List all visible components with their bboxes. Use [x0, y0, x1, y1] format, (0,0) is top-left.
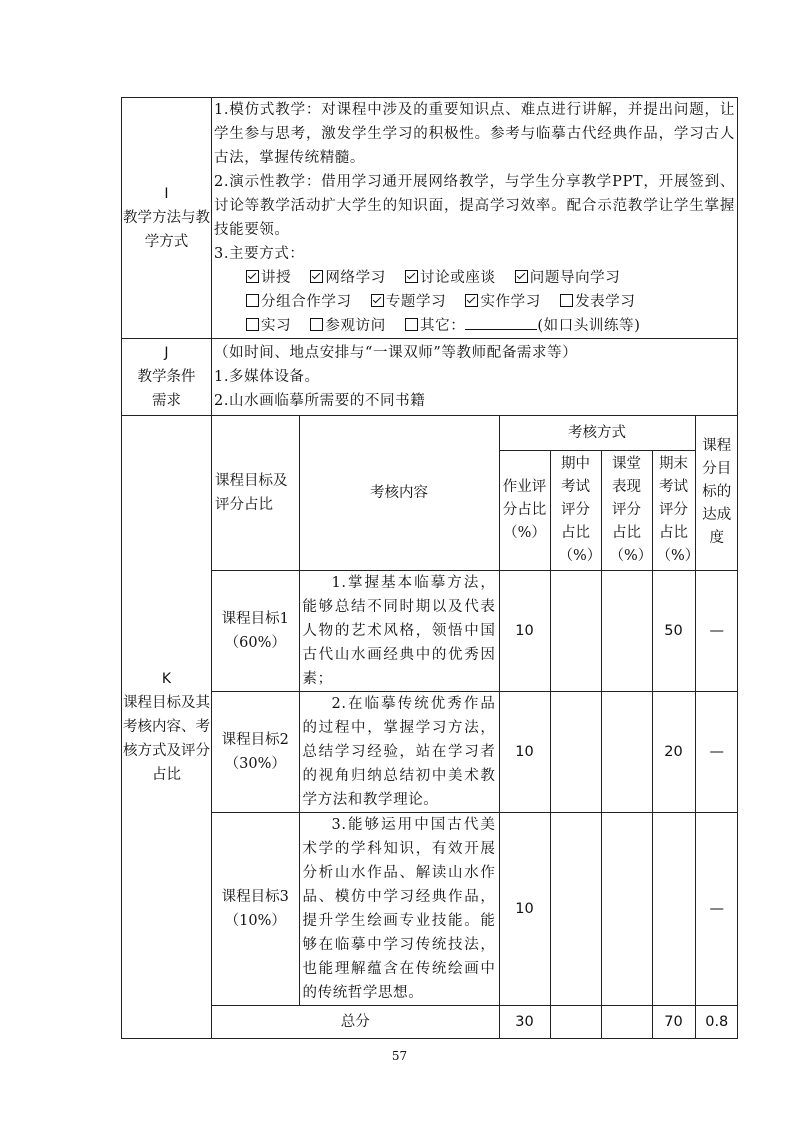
checkbox-checked-icon [246, 270, 259, 283]
achievement-cell: — [695, 691, 738, 812]
goal-weight: （10%） [224, 912, 286, 929]
section-j-label [122, 339, 212, 416]
homework-cell: 10 [499, 691, 550, 812]
table-row [212, 812, 738, 1005]
total-midterm [550, 1005, 601, 1038]
section-k-row [122, 416, 738, 1039]
total-achievement: 0.8 [695, 1005, 738, 1038]
final-cell: 50 [652, 570, 695, 691]
total-homework: 30 [499, 1005, 550, 1038]
checkbox-label: 问题导向学习 [529, 270, 621, 286]
section-i-content [212, 98, 738, 339]
checkbox-row-2 [214, 290, 735, 314]
goal-cell [212, 691, 299, 812]
checkbox-checked-icon [405, 270, 418, 283]
checkbox-discussion[interactable] [405, 266, 496, 290]
header-classroom-text: 课堂表现评分占比（%） [609, 455, 653, 564]
section-i-label [122, 98, 212, 339]
header-achievement [695, 416, 738, 570]
header-final [652, 450, 700, 570]
header-classroom [601, 450, 652, 570]
checkbox-unchecked-icon [246, 294, 259, 307]
section-i-letter: I [164, 186, 169, 202]
total-classroom [601, 1005, 652, 1038]
header-content: 考核内容 [299, 416, 499, 570]
other-note: (如口头训练等) [537, 318, 641, 334]
checkbox-online-learning[interactable] [310, 266, 385, 290]
section-j-title: 教学条件需求 [137, 369, 196, 409]
classroom-cell [601, 570, 652, 691]
total-final: 70 [652, 1005, 695, 1038]
section-k-letter: K [161, 671, 172, 687]
header-midterm-text: 期中考试评分占比（%） [558, 455, 602, 564]
goal-name: 课程目标3 [221, 888, 289, 905]
checkbox-group-cooperation[interactable] [246, 290, 352, 314]
checkbox-label: 其它： [420, 318, 466, 334]
assessment-table [212, 416, 738, 1038]
course-table [121, 97, 738, 1039]
achievement-cell: — [695, 570, 738, 691]
midterm-cell [550, 570, 601, 691]
checkbox-practical-study[interactable] [465, 290, 540, 314]
goal-cell [212, 570, 299, 691]
table-row [212, 570, 738, 691]
classroom-cell [601, 691, 652, 812]
header-goal [212, 416, 299, 570]
goal-weight: （30%） [224, 755, 286, 772]
header-homework [499, 450, 550, 570]
table-row [212, 691, 738, 812]
checkbox-label: 实习 [261, 318, 292, 334]
section-i-title: 教学方法与教学方式 [123, 210, 210, 250]
checkbox-checked-icon [465, 294, 478, 307]
classroom-cell [601, 812, 652, 1005]
checkbox-unchecked-icon [246, 318, 259, 331]
section-j-letter: J [164, 345, 169, 361]
checkbox-label: 分组合作学习 [261, 294, 352, 310]
checkbox-unchecked-icon [310, 318, 323, 331]
homework-cell: 10 [499, 812, 550, 1005]
section-j-content [212, 339, 738, 416]
goal-name: 课程目标2 [221, 731, 289, 748]
total-row [212, 1005, 738, 1038]
checkbox-label: 讨论或座谈 [420, 270, 496, 286]
checkbox-label: 专题学习 [385, 294, 447, 310]
checkbox-checked-icon [371, 294, 384, 307]
header-homework-text: 作业评分占比（%） [502, 478, 547, 541]
section-k-title: 课程目标及其考核内容、考核方式及评分占比 [123, 695, 210, 783]
checkbox-lecture[interactable] [246, 266, 291, 290]
header-final-text: 期末考试评分占比（%） [656, 455, 700, 564]
checkbox-visit[interactable] [310, 314, 385, 338]
goal-cell [212, 812, 299, 1005]
checkbox-problem-based[interactable] [515, 266, 621, 290]
other-blank-line [465, 315, 537, 330]
total-label: 总分 [212, 1005, 499, 1038]
checkbox-checked-icon [515, 270, 528, 283]
header-row-1 [212, 416, 738, 450]
checkbox-topic-study[interactable] [371, 290, 446, 314]
method-item-3-title: 3.主要方式： [214, 246, 305, 262]
method-item-1: 1.模仿式教学：对课程中涉及的重要知识点、难点进行讲解，并提出问题，让学生参与思考，激发学生学习的积极性。参考与临摹古代经典作品，学习古人古法，掌握传统精髓。 [214, 102, 735, 166]
method-item-2: 2.演示性教学：借用学习通开展网络教学，与学生分享教学PPT，开展签到、讨论等教学活动扩大学生的知识面，提高学习效率。配合示范教学让学生掌握技能要领。 [214, 174, 735, 238]
checkbox-other[interactable] [405, 314, 465, 338]
checkbox-unchecked-icon [405, 318, 418, 331]
checkbox-checked-icon [310, 270, 323, 283]
content-cell: 3.能够运用中国古代美术学的学科知识，有效开展分析山水作品、解读山水作品、模仿中学习经典作品，提升学生绘画专业技能。能够在临摹中学习传统技法，也能理解蕴含在传统绘画中的传统哲学思想。 [299, 812, 499, 1005]
final-cell: 20 [652, 691, 695, 812]
header-achievement-text: 课程分目标的达成度 [702, 438, 732, 547]
conditions-note: （如时间、地点安排与“一课双师”等教师配备需求等） [214, 345, 578, 361]
checkbox-label: 网络学习 [325, 270, 386, 286]
midterm-cell [550, 691, 601, 812]
achievement-cell: — [695, 812, 738, 1005]
assessment-table-cell [212, 416, 738, 1039]
checkbox-internship[interactable] [246, 314, 291, 338]
goal-weight: （60%） [224, 634, 286, 651]
conditions-item-2: 2.山水画临摹所需要的不同书籍 [214, 393, 426, 409]
header-midterm [550, 450, 601, 570]
goal-name: 课程目标1 [221, 610, 289, 627]
section-j-row [122, 339, 738, 416]
checkbox-unchecked-icon [560, 294, 573, 307]
page-number: 57 [391, 1049, 408, 1063]
section-k-label [122, 416, 212, 1039]
final-cell [652, 812, 695, 1005]
checkbox-row-1 [214, 266, 735, 290]
content-cell: 1.掌握基本临摹方法，能够总结不同时期以及代表人物的艺术风格，领悟中国古代山水画经典中的优秀因素； [299, 570, 499, 691]
content-cell: 2.在临摹传统优秀作品的过程中，掌握学习方法，总结学习经验，站在学习者的视角归纳总结初中美术教学方法和教学理论。 [299, 691, 499, 812]
midterm-cell [550, 812, 601, 1005]
header-method: 考核方式 [499, 416, 695, 450]
header-goal-text: 课程目标及评分占比 [215, 472, 288, 513]
checkbox-presentation[interactable] [560, 290, 635, 314]
checkbox-label: 讲授 [261, 270, 292, 286]
homework-cell: 10 [499, 570, 550, 691]
checkbox-label: 参观访问 [325, 318, 386, 334]
checkbox-label: 发表学习 [575, 294, 636, 310]
conditions-item-1: 1.多媒体设备。 [214, 369, 320, 385]
checkbox-label: 实作学习 [480, 294, 541, 310]
checkbox-row-3 [214, 314, 735, 338]
section-i-row [122, 98, 738, 339]
